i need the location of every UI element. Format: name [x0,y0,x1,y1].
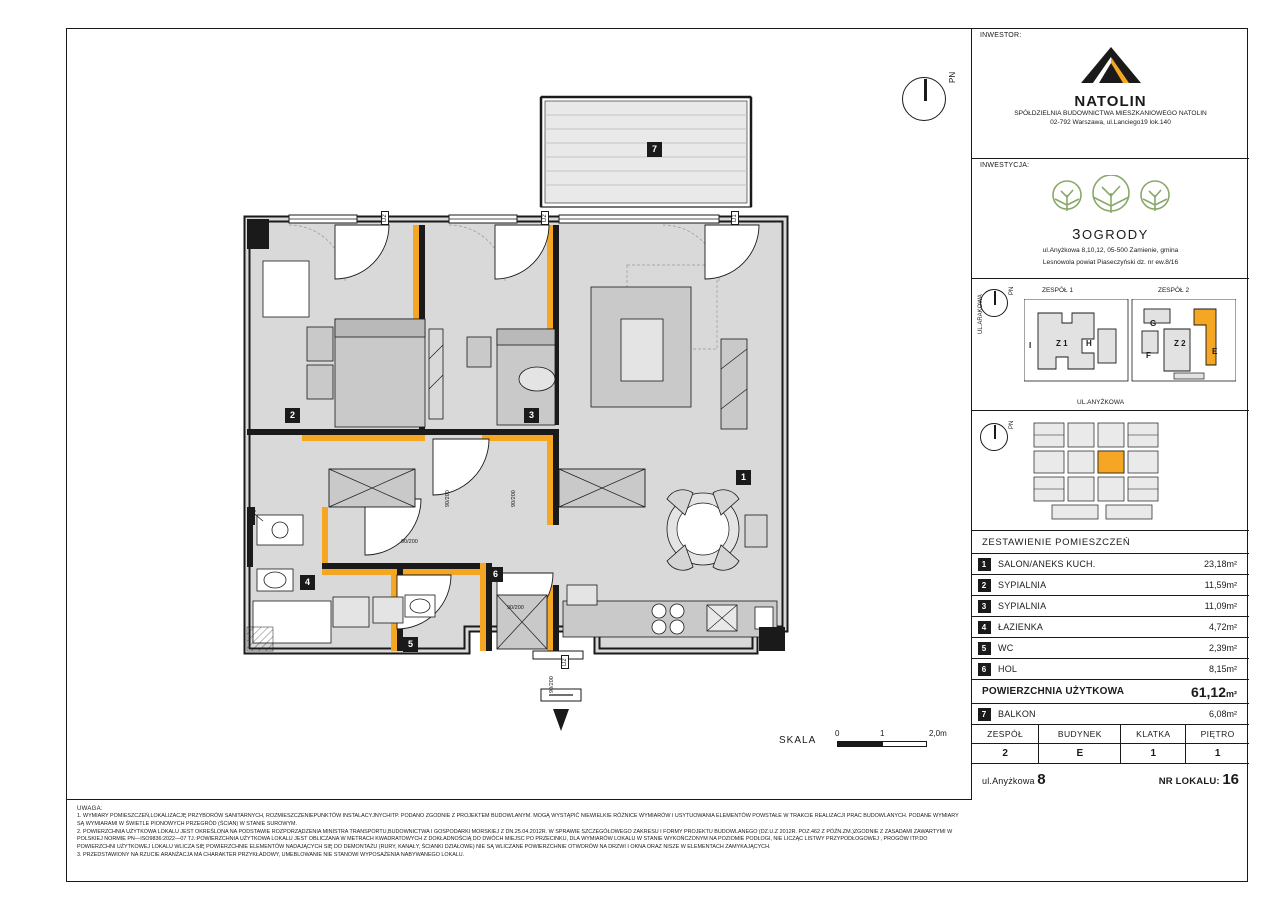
door-tag: D2 [561,655,569,669]
compass-label: PN [948,71,957,83]
investment-line-2: Lesnowola powiat Piaseczyński dz. nr ew.8/16 [1042,259,1179,267]
site-building-Z1: Z 1 [1056,339,1068,348]
table-row [972,638,1249,659]
room-number-badge: 3 [978,600,991,613]
room-number-badge: 6 [978,663,991,676]
room-schedule [972,531,1249,725]
room-number-badge: 2 [978,579,991,592]
room-badge-2: 2 [285,408,300,423]
location-header-klatka: KLATKA [1121,725,1186,744]
room-name: SALON/ANEKS KUCH. [996,554,1168,575]
furniture-wc [405,595,435,617]
total-area-value: 61,12m² [1168,680,1249,704]
trees-icon [1031,175,1191,223]
location-header-pietro: PIĘTRO [1186,725,1249,744]
balcony [541,97,751,207]
notes-block [67,799,972,882]
room-name: WC [996,638,1168,659]
scale-tick-1: 1 [880,729,885,738]
room-number-badge: 7 [978,708,991,721]
title-block [972,29,1249,883]
room-badge-5: 5 [403,637,418,652]
room-area: 8,15m² [1168,659,1249,680]
floor-plan-drawing [67,29,972,799]
site-building-H: H [1086,339,1092,348]
site-compass-label: PN [1009,286,1015,295]
table-row [972,575,1249,596]
site-building-I: I [1029,341,1032,350]
table-row [972,554,1249,575]
total-area-row [972,680,1249,704]
site-zespol-2-label: ZESPÓŁ 2 [1158,287,1190,294]
investor-line-2: 02-792 Warszawa, ul.Lanciego19 lok.140 [1050,118,1171,126]
investment-block [972,159,1249,279]
site-building-G: G [1150,319,1157,328]
investment-name-word: OGRODY [1082,227,1149,242]
key-plan-drawing [1028,417,1178,525]
table-row [972,617,1249,638]
natolin-logo [972,43,1249,110]
room-name: SYPIALNIA [996,575,1168,596]
location-table [972,725,1249,764]
room-area: 23,18m² [1168,554,1249,575]
table-row [972,596,1249,617]
total-area-label: POWIERZCHNIA UŻYTKOWA [972,680,1168,704]
unit-number: 16 [1222,771,1239,788]
investment-name [972,226,1249,243]
room-area: 11,09m² [1168,596,1249,617]
room-number-badge: 5 [978,642,991,655]
room-badge-4: 4 [300,575,315,590]
floor-plan-area: PN D2 D2 D1 D2 90/200 90/200 90/200 90/200 90/200 1 2 3 4 5 6 7 SKALA 0 1 2,0m [67,29,972,799]
room-badge-1: 1 [736,470,751,485]
location-value-zespol: 2 [972,744,1039,764]
investment-line-1: ul.Anyżkowa 8,10,12, 05-500 Zamienie, gmina [1042,247,1179,254]
balcony-name: BALKON [996,704,1168,725]
street-number: 8 [1037,771,1046,788]
street-arakowa-label: UL.ARAKOWA [978,294,984,334]
location-header-zespol: ZESPÓŁ [972,725,1039,744]
door-dimension: 90/200 [401,539,418,545]
unit-label: NR LOKALU: [1158,776,1220,787]
scale-bar [779,729,964,759]
site-map-block [972,279,1249,411]
room-name: HOL [996,659,1168,680]
investor-label: INWESTOR: [980,32,1022,39]
note-item: 3. PRZEDSTAWIONY NA RZUCIE ARANŻACJA MA CHARAKTER PRZYKŁADOWY, UMEBLOWANIE NIE STANOWI WYPOSAŻENIA NABYWANEGO LOKALU. [77,852,465,859]
site-compass-icon [980,286,1015,323]
drawing-sheet [66,28,1248,882]
room-badge-3: 3 [524,408,539,423]
investor-block [972,29,1249,159]
investment-name-number: 3 [1072,226,1083,243]
table-row [972,659,1249,680]
scale-tick-0: 0 [835,729,840,738]
room-badge-7: 7 [647,142,662,157]
door-tag: D2 [541,211,549,225]
natolin-wordmark: NATOLIN [1074,93,1147,110]
door-dimension: 90/200 [549,676,555,693]
room-name: ŁAZIENKA [996,617,1168,638]
note-item: 1. WYMIARY POMIESZCZEŃ,LOKALIZACJĘ PRZYBORÓW SANITARNYCH, ROZMIESZCZENIEPUNKTÓW INSTALACYJNYCHITP. PODANO ZGODNIE Z PROJEKTEM BUDOWLANYM. MOGĄ WYSTĄPIĆ NIEWIELKIE RÓŻNICE WYMIARÓW I USYTUOWANIA ELEMENTÓW POWSTAŁE W TRAKCIE REALIZACJI PRAC BUDOWLANYCH. PODANE WYMIARY SĄ WYMIARAMI W ŚWIETLE PIONOWYCH PRZEGRÓD (ŚCIAN) W STANIE SUROWYM. [77,813,959,827]
scale-label: SKALA [779,735,817,746]
door-tag: D2 [381,211,389,225]
room-name: SYPIALNIA [996,596,1168,617]
room-schedule-table [972,554,1249,725]
location-value-budynek: E [1039,744,1121,764]
site-building-E: E [1212,347,1218,356]
street-label: ul.Anyżkowa [982,776,1035,786]
site-building-F: F [1146,351,1151,360]
location-value-klatka: 1 [1121,744,1186,764]
room-area: 11,59m² [1168,575,1249,596]
three-gardens-logo [972,175,1249,228]
investor-line-1: SPÓŁDZIELNIA BUDOWNICTWA MIESZKANIOWEGO NATOLIN [1014,110,1207,117]
balcony-row [972,704,1249,725]
key-plan-block [972,411,1249,531]
room-number-badge: 4 [978,621,991,634]
note-item: 2. POWIERZCHNIA UŻYTKOWA LOKALU JEST OKREŚLONA NA PODSTAWIE ROZPORZĄDZENIA MINISTRA TRANSPORTU,BUDOWNICTWA I GOSPODARKI MORSKIEJ Z DN.25.04.2012R. W SPRAWIE SZCZEGÓŁOWEGO ZAKRESU I FORMY PROJEKTU BUDOWLANEGO (DZ.U.Z 2012R. POZ.462 Z PÓŹN.ZM.)ZGODNIE Z ZASADAMI ZAWARTYMI W POLSKIEJ NORMIE PN—ISO9836:2022—07 TJ.:POWIERZCHNIA UŻYTKOWA LOKALU JEST OBLICZANA W METRACH KWADRATOWYCH Z DOKŁADNOŚCIĄ DO DWÓCH MIEJSC PO PRZECINKU, DLA WYMIARÓW LOKALU W STANIE WYKOŃCZONYM NA POZIOMIE PODŁOGI, NIE LICZĄC LISTWY PRZYPODŁOGOWEJ , PROGÓW ITP.DO POWIERZCHNI UŻYTKOWEJ LOKALU WLICZA SIĘ POWIERZCHNIE ELEMENTÓW NADAJĄCYCH SIĘ DO DEMONTAŻU (RURY, KANAŁY, ŚCIANKI DZIAŁOWE) NIE SĄ WLICZANE POWIERZCHNIE OTWORÓW NA DRZWI I OKNA ORAZ NISZE W ELEMENTACH ZAMYKAJĄCYCH. [77,828,953,851]
entrance-door [533,651,583,731]
room-number-badge: 1 [978,558,991,571]
balcony-area: 6,08m² [1168,704,1249,725]
door-tag: D1 [731,211,739,225]
room-schedule-title: ZESTAWIENIE POMIESZCZEŃ [972,531,1249,554]
site-zespol-1-label: ZESPÓŁ 1 [1042,287,1074,294]
location-header-budynek: BUDYNEK [1039,725,1121,744]
street-anyzkowa-label: UL.ANYŻKOWA [1077,399,1125,406]
notes-title: UWAGA: [77,806,103,812]
scale-tick-2: 2,0m [929,729,947,738]
room-area: 2,39m² [1168,638,1249,659]
natolin-logo-icon [1045,43,1177,87]
door-dimension: 90/200 [507,605,524,611]
room-badge-6: 6 [488,567,503,582]
keyplan-compass-label: PN [1009,420,1015,429]
site-building-Z2: Z 2 [1174,339,1186,348]
investment-label: INWESTYCJA: [980,162,1030,169]
address-block [972,764,1249,788]
keyplan-compass-icon [980,420,1015,457]
room-area: 4,72m² [1168,617,1249,638]
location-value-pietro: 1 [1186,744,1249,764]
